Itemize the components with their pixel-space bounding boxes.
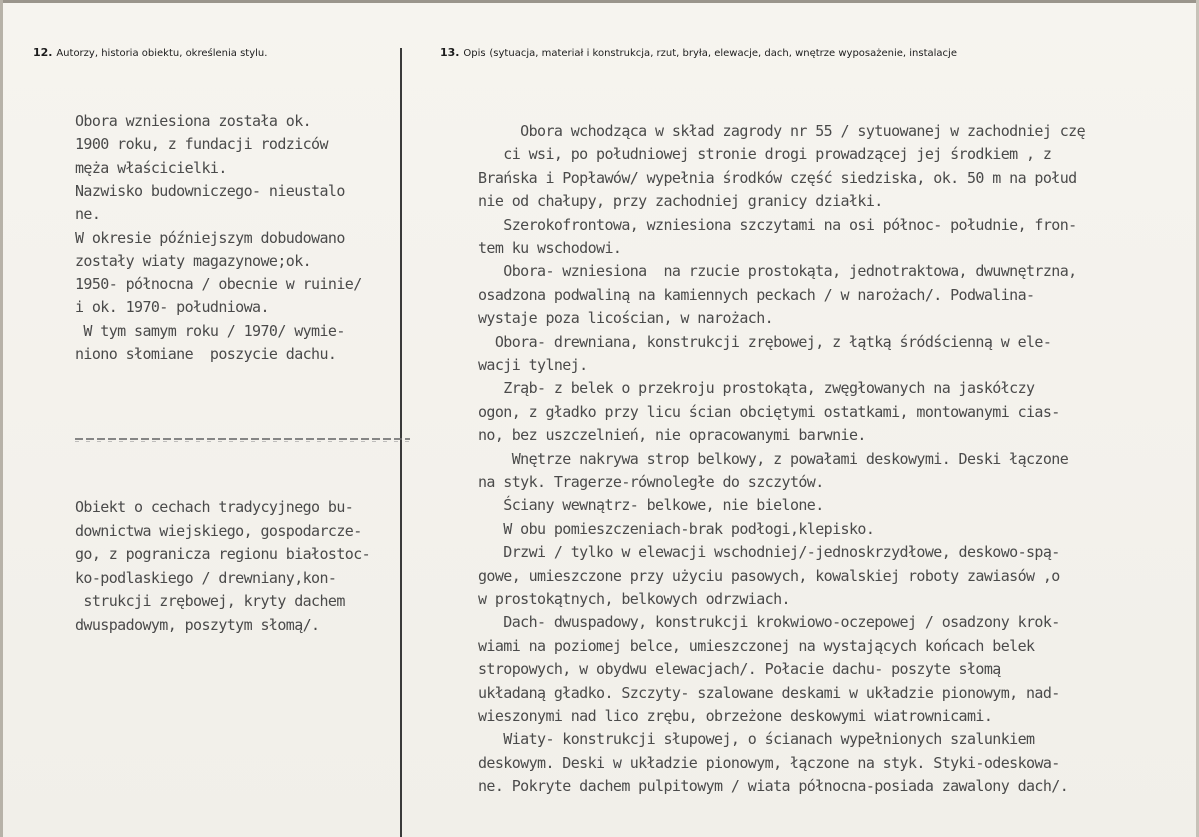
typed-line: Obora- wzniesiona na rzucie prostokąta, jednotraktowa, dwuwnętrzna, <box>478 262 1077 281</box>
typed-line: downictwa wiejskiego, gospodarcze- <box>75 521 362 540</box>
typed-line: W tym samym roku / 1970/ wymie- <box>75 321 345 340</box>
typed-line: ko-podlaskiego / drewniany,kon- <box>75 568 337 587</box>
typed-line: 1950- północna / obecnie w ruinie/ <box>75 275 362 294</box>
typed-line: Obiekt o cechach tradycyjnego bu- <box>75 498 354 516</box>
typed-line: wacji tylnej. <box>478 356 588 374</box>
typed-line: wieszonymi nad lico zrębu, obrzeżone deskowymi wiatrownicami. <box>478 707 993 725</box>
typed-dash-separator-underline <box>75 441 410 442</box>
section-12-header <box>33 46 267 59</box>
typed-line: Wiaty- konstrukcji słupowej, o ścianach wypełnionych szalunkiem <box>478 730 1035 749</box>
typed-line: układaną gładko. Szczyty- szalowane deskami w układzie pionowym, nad- <box>478 683 1060 702</box>
typed-line: Nazwisko budowniczego- nieustalo <box>75 181 345 200</box>
typed-line: ogon, z gładko przy licu ścian obciętymi ostatkami, montowanymi cias- <box>478 402 1060 421</box>
typed-line: W obu pomieszczeniach-brak podłogi,klepisko. <box>478 519 875 538</box>
typed-line: ne. <box>75 205 101 224</box>
typed-line: deskowym. Deski w układzie pionowym, łączone na styk. Styki-odeskowa- <box>478 753 1060 772</box>
section-12-number: 12. <box>33 46 53 59</box>
typed-line: Wnętrze nakrywa strop belkowy, z powałami deskowymi. Deski łączone <box>478 449 1069 468</box>
typed-line: Dach- dwuspadowy, konstrukcji krokwiowo-oczepowej / osadzony krok- <box>478 613 1060 632</box>
typed-line: gowe, umieszczone przy użyciu pasowych, kowalskiej roboty zawiasów ,o <box>478 566 1060 585</box>
typed-line: stropowych, w obydwu elewacjach/. Połacie dachu- poszyte słomą <box>478 660 1001 679</box>
typed-line: i ok. 1970- południowa. <box>75 298 269 317</box>
page-left-edge <box>0 0 3 837</box>
typed-line: Obora wchodząca w skład zagrody nr 55 / sytuowanej w zachodniej czę <box>478 122 1086 140</box>
typed-line: 1900 roku, z fundacji rodziców <box>75 135 328 154</box>
section-13-title-bold: Opis <box>463 48 486 59</box>
typed-line: nie od chałupy, przy zachodniej granicy działki. <box>478 192 883 211</box>
typed-line: Obora wzniesiona została ok. <box>75 112 312 130</box>
typed-line: Drzwi / tylko w elewacji wschodniej/-jednoskrzydłowe, deskowo-spą- <box>478 543 1060 562</box>
typed-line: na styk. Tragerze-równoległe do szczytów. <box>478 473 824 491</box>
typed-line: zostały wiaty magazynowe;ok. <box>75 251 312 270</box>
typed-line: strukcji zrębowej, kryty dachem <box>75 592 345 611</box>
typed-line: ne. Pokryte dachem pulpitowym / wiata północna-posiada zawalony dach/. <box>478 777 1069 796</box>
typed-line: no, bez uszczelnień, nie opracowanymi barwnie. <box>478 426 866 445</box>
section-12-title: Autorzy, historia obiektu, określenia stylu. <box>56 48 268 59</box>
typed-line: Zrąb- z belek o przekroju prostokąta, zwęgłowanych na jaskółczy <box>478 379 1035 398</box>
typed-dash-separator <box>75 438 410 440</box>
typed-line: go, z pogranicza regionu białostoc- <box>75 545 371 564</box>
column-divider <box>400 48 402 837</box>
typed-line: ci wsi, po południowej stronie drogi prowadzącej jej środkiem , z <box>478 145 1052 164</box>
section-13-title-rest: (sytuacja, materiał i konstrukcja, rzut, bryła, elewacje, dach, wnętrze wyposażenie, instalacje <box>489 48 957 59</box>
typed-line: Brańska i Popławów/ wypełnia środków część siedziska, ok. 50 m na połud <box>478 168 1077 187</box>
typed-line: wystaje poza licościan, w narożach. <box>478 309 774 328</box>
typed-line: wiami na poziomej belce, umieszczonej na wystających końcach belek <box>478 636 1035 655</box>
typed-line: niono słomiane poszycie dachu. <box>75 345 337 363</box>
section-13-number: 13. <box>440 46 460 59</box>
typed-line: Ściany wewnątrz- belkowe, nie bielone. <box>478 496 824 515</box>
typed-line: w prostokątnych, belkowych odrzwiach. <box>478 590 790 608</box>
typed-line: tem ku wschodowi. <box>478 239 622 257</box>
page-top-edge <box>0 0 1199 3</box>
typed-line: dwuspadowym, poszytym słomą/. <box>75 616 320 634</box>
typed-line: osadzona podwaliną na kamiennych peckach / w narożach/. Podwalina- <box>478 285 1035 304</box>
typed-line: męża właścicielki. <box>75 158 227 177</box>
typed-line: Obora- drewniana, konstrukcji zrębowej, z łątką śródścienną w ele- <box>478 332 1052 351</box>
typed-line: Szerokofrontowa, wzniesiona szczytami na osi północ- południe, fron- <box>478 215 1077 234</box>
section-13-header <box>440 46 957 59</box>
typed-line: W okresie późniejszym dobudowano <box>75 228 345 247</box>
